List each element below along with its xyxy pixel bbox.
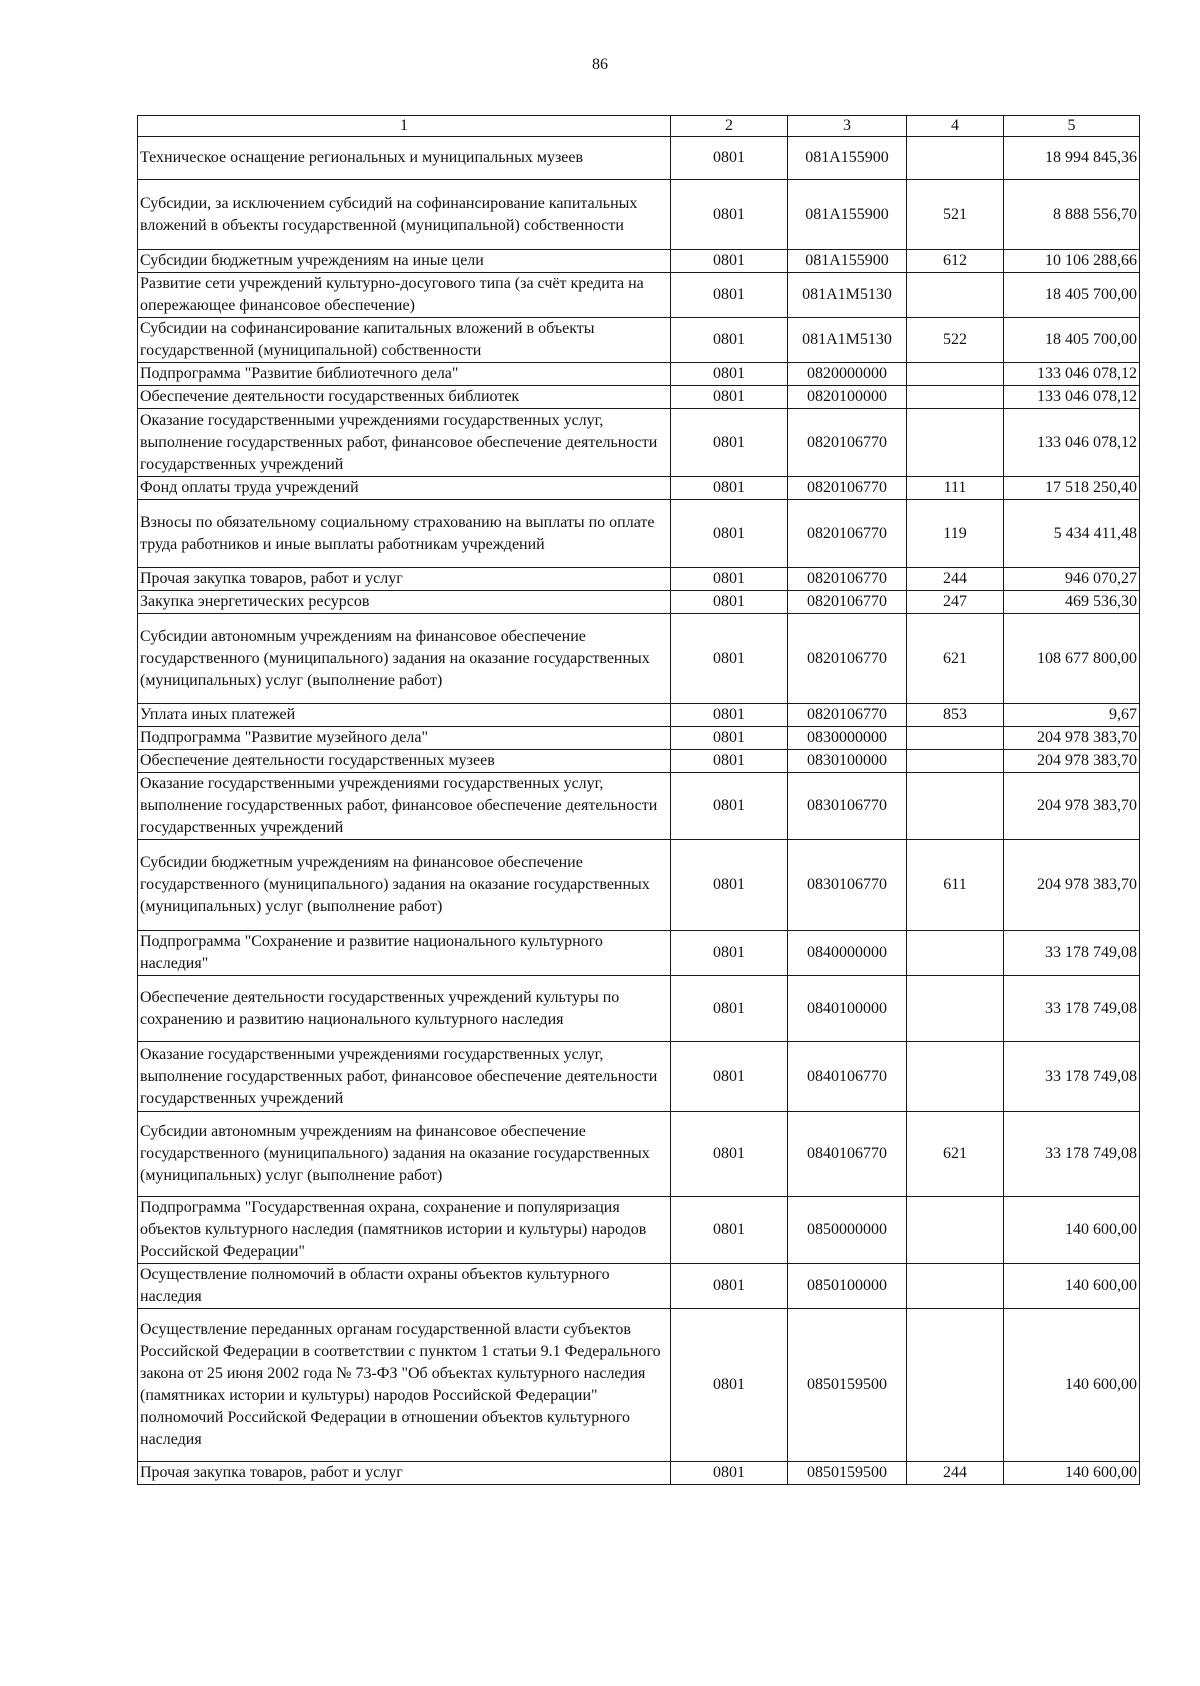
cell-section: 0801	[671, 1042, 788, 1112]
cell-section: 0801	[671, 409, 788, 477]
cell-type	[907, 386, 1004, 409]
cell-amount: 133 046 078,12	[1004, 363, 1140, 386]
cell-name: Субсидии, за исключением субсидий на софинансирование капитальных вложений в объекты государственной (муниципальной) собственности	[138, 180, 671, 250]
cell-amount: 133 046 078,12	[1004, 409, 1140, 477]
cell-type	[907, 1197, 1004, 1264]
cell-section: 0801	[671, 318, 788, 363]
table-row	[138, 500, 1140, 568]
cell-code: 081A1M5130	[788, 318, 907, 363]
cell-code: 0850159500	[788, 1462, 907, 1485]
table-row	[138, 1309, 1140, 1462]
cell-section: 0801	[671, 931, 788, 976]
cell-code: 0820100000	[788, 386, 907, 409]
cell-amount: 204 978 383,70	[1004, 773, 1140, 840]
cell-name: Субсидии бюджетным учреждениям на финансовое обеспечение государственного (муниципального) задания на оказание государственных (муниципальных) услуг (выполнение работ)	[138, 840, 671, 931]
cell-section: 0801	[671, 976, 788, 1042]
cell-code: 0840000000	[788, 931, 907, 976]
table-body	[138, 137, 1140, 1485]
cell-code: 081A155900	[788, 250, 907, 273]
cell-code: 0850000000	[788, 1197, 907, 1264]
cell-name: Субсидии автономным учреждениям на финансовое обеспечение государственного (муниципального) задания на оказание государственных (муниципальных) услуг (выполнение работ)	[138, 1112, 671, 1197]
cell-amount: 18 994 845,36	[1004, 137, 1140, 180]
table-row	[138, 1112, 1140, 1197]
cell-amount: 33 178 749,08	[1004, 1112, 1140, 1197]
cell-type	[907, 1264, 1004, 1309]
cell-type	[907, 750, 1004, 773]
cell-name: Оказание государственными учреждениями государственных услуг, выполнение государственных работ, финансовое обеспечение деятельности государственных учреждений	[138, 773, 671, 840]
cell-type: 119	[907, 500, 1004, 568]
cell-type	[907, 727, 1004, 750]
cell-code: 0820106770	[788, 409, 907, 477]
cell-name: Субсидии автономным учреждениям на финансовое обеспечение государственного (муниципального) задания на оказание государственных (муниципальных) услуг (выполнение работ)	[138, 614, 671, 704]
cell-amount: 8 888 556,70	[1004, 180, 1140, 250]
cell-type: 853	[907, 704, 1004, 727]
table-row	[138, 704, 1140, 727]
cell-amount: 108 677 800,00	[1004, 614, 1140, 704]
cell-name: Обеспечение деятельности государственных музеев	[138, 750, 671, 773]
cell-name: Подпрограмма "Сохранение и развитие национального культурного наследия"	[138, 931, 671, 976]
cell-amount: 33 178 749,08	[1004, 931, 1140, 976]
cell-code: 0840106770	[788, 1112, 907, 1197]
table-row	[138, 409, 1140, 477]
cell-name: Подпрограмма "Развитие библиотечного дела"	[138, 363, 671, 386]
cell-section: 0801	[671, 363, 788, 386]
cell-code: 0850100000	[788, 1264, 907, 1309]
cell-name: Уплата иных платежей	[138, 704, 671, 727]
table-row	[138, 591, 1140, 614]
cell-code: 081A1M5130	[788, 273, 907, 318]
cell-section: 0801	[671, 750, 788, 773]
cell-code: 0820106770	[788, 500, 907, 568]
cell-code: 0820106770	[788, 591, 907, 614]
cell-section: 0801	[671, 1462, 788, 1485]
cell-type	[907, 137, 1004, 180]
cell-section: 0801	[671, 137, 788, 180]
cell-code: 0830100000	[788, 750, 907, 773]
cell-section: 0801	[671, 1264, 788, 1309]
cell-name: Закупка энергетических ресурсов	[138, 591, 671, 614]
cell-name: Подпрограмма "Развитие музейного дела"	[138, 727, 671, 750]
cell-section: 0801	[671, 386, 788, 409]
cell-type	[907, 773, 1004, 840]
cell-type	[907, 1042, 1004, 1112]
cell-name: Субсидии на софинансирование капитальных вложений в объекты государственной (муниципальной) собственности	[138, 318, 671, 363]
cell-name: Оказание государственными учреждениями государственных услуг, выполнение государственных работ, финансовое обеспечение деятельности государственных учреждений	[138, 1042, 671, 1112]
table-row	[138, 363, 1140, 386]
cell-section: 0801	[671, 727, 788, 750]
cell-code: 081A155900	[788, 180, 907, 250]
cell-code: 0830106770	[788, 840, 907, 931]
cell-section: 0801	[671, 614, 788, 704]
cell-amount: 9,67	[1004, 704, 1140, 727]
table-row	[138, 1197, 1140, 1264]
table-row	[138, 976, 1140, 1042]
table-row	[138, 180, 1140, 250]
cell-type	[907, 363, 1004, 386]
cell-amount: 140 600,00	[1004, 1462, 1140, 1485]
cell-name: Обеспечение деятельности государственных учреждений культуры по сохранению и развитию национального культурного наследия	[138, 976, 671, 1042]
cell-name: Обеспечение деятельности государственных библиотек	[138, 386, 671, 409]
cell-amount: 18 405 700,00	[1004, 318, 1140, 363]
cell-section: 0801	[671, 477, 788, 500]
cell-section: 0801	[671, 773, 788, 840]
column-header-name: 1	[138, 116, 671, 137]
cell-amount: 140 600,00	[1004, 1264, 1140, 1309]
cell-code: 0820106770	[788, 614, 907, 704]
table-row	[138, 1042, 1140, 1112]
cell-section: 0801	[671, 180, 788, 250]
cell-amount: 204 978 383,70	[1004, 840, 1140, 931]
cell-code: 0820106770	[788, 477, 907, 500]
cell-name: Взносы по обязательному социальному страхованию на выплаты по оплате труда работников и иные выплаты работникам учреждений	[138, 500, 671, 568]
column-header-type: 4	[907, 116, 1004, 137]
cell-section: 0801	[671, 1112, 788, 1197]
cell-amount: 18 405 700,00	[1004, 273, 1140, 318]
cell-code: 0840100000	[788, 976, 907, 1042]
cell-section: 0801	[671, 273, 788, 318]
column-header-code: 3	[788, 116, 907, 137]
cell-section: 0801	[671, 500, 788, 568]
table-row	[138, 931, 1140, 976]
cell-amount: 10 106 288,66	[1004, 250, 1140, 273]
table-row	[138, 386, 1140, 409]
column-header-section: 2	[671, 116, 788, 137]
cell-amount: 17 518 250,40	[1004, 477, 1140, 500]
cell-section: 0801	[671, 704, 788, 727]
table-row	[138, 614, 1140, 704]
cell-amount: 5 434 411,48	[1004, 500, 1140, 568]
cell-type	[907, 931, 1004, 976]
cell-name: Субсидии бюджетным учреждениям на иные цели	[138, 250, 671, 273]
budget-table	[137, 115, 1140, 1485]
cell-section: 0801	[671, 250, 788, 273]
table-header	[138, 116, 1140, 137]
cell-type: 621	[907, 1112, 1004, 1197]
cell-name: Техническое оснащение региональных и муниципальных музеев	[138, 137, 671, 180]
cell-amount: 140 600,00	[1004, 1197, 1140, 1264]
cell-code: 0840106770	[788, 1042, 907, 1112]
table-row	[138, 773, 1140, 840]
cell-code: 0820106770	[788, 568, 907, 591]
cell-section: 0801	[671, 591, 788, 614]
cell-section: 0801	[671, 568, 788, 591]
cell-type: 522	[907, 318, 1004, 363]
table-row	[138, 1264, 1140, 1309]
cell-name: Прочая закупка товаров, работ и услуг	[138, 568, 671, 591]
cell-type	[907, 976, 1004, 1042]
cell-code: 0830106770	[788, 773, 907, 840]
cell-type: 612	[907, 250, 1004, 273]
cell-amount: 140 600,00	[1004, 1309, 1140, 1462]
cell-code: 0830000000	[788, 727, 907, 750]
cell-name: Фонд оплаты труда учреждений	[138, 477, 671, 500]
cell-amount: 204 978 383,70	[1004, 750, 1140, 773]
cell-name: Осуществление полномочий в области охраны объектов культурного наследия	[138, 1264, 671, 1309]
cell-section: 0801	[671, 840, 788, 931]
table-row	[138, 273, 1140, 318]
table-row	[138, 727, 1140, 750]
cell-type: 611	[907, 840, 1004, 931]
cell-amount: 946 070,27	[1004, 568, 1140, 591]
cell-type: 621	[907, 614, 1004, 704]
header-row	[138, 116, 1140, 137]
cell-amount: 204 978 383,70	[1004, 727, 1140, 750]
cell-type: 521	[907, 180, 1004, 250]
cell-section: 0801	[671, 1309, 788, 1462]
table-row	[138, 568, 1140, 591]
page-number: 86	[592, 56, 608, 73]
cell-type: 244	[907, 1462, 1004, 1485]
cell-name: Оказание государственными учреждениями государственных услуг, выполнение государственных работ, финансовое обеспечение деятельности государственных учреждений	[138, 409, 671, 477]
cell-code: 0820000000	[788, 363, 907, 386]
cell-type	[907, 273, 1004, 318]
cell-type: 247	[907, 591, 1004, 614]
column-header-amount: 5	[1004, 116, 1140, 137]
cell-code: 0820106770	[788, 704, 907, 727]
table-row	[138, 1462, 1140, 1485]
cell-code: 081A155900	[788, 137, 907, 180]
cell-type	[907, 409, 1004, 477]
table-row	[138, 840, 1140, 931]
table-row	[138, 250, 1140, 273]
cell-amount: 33 178 749,08	[1004, 976, 1140, 1042]
cell-code: 0850159500	[788, 1309, 907, 1462]
table-row	[138, 477, 1140, 500]
cell-name: Развитие сети учреждений культурно-досугового типа (за счёт кредита на опережающее финансовое обеспечение)	[138, 273, 671, 318]
table-row	[138, 137, 1140, 180]
cell-type: 244	[907, 568, 1004, 591]
cell-amount: 133 046 078,12	[1004, 386, 1140, 409]
cell-section: 0801	[671, 1197, 788, 1264]
cell-name: Прочая закупка товаров, работ и услуг	[138, 1462, 671, 1485]
cell-type: 111	[907, 477, 1004, 500]
table-row	[138, 750, 1140, 773]
cell-name: Осуществление переданных органам государственной власти субъектов Российской Федерации в соответствии с пунктом 1 статьи 9.1 Федерального закона от 25 июня 2002 года № 73-ФЗ "Об объектах культурного наследия (памятниках истории и культуры) народов Российской Федерации" полномочий Российской Федерации в отношении объектов культурного наследия	[138, 1309, 671, 1462]
table-row	[138, 318, 1140, 363]
cell-name: Подпрограмма "Государственная охрана, сохранение и популяризация объектов культурного наследия (памятников истории и культуры) народов Российской Федерации"	[138, 1197, 671, 1264]
cell-amount: 469 536,30	[1004, 591, 1140, 614]
cell-type	[907, 1309, 1004, 1462]
cell-amount: 33 178 749,08	[1004, 1042, 1140, 1112]
